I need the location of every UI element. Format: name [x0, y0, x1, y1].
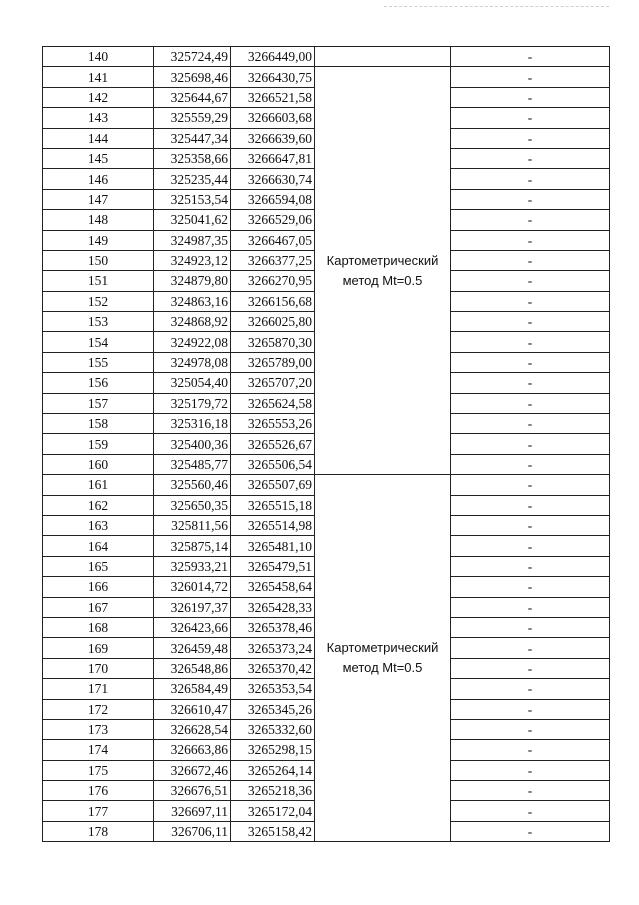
note-cell: - [451, 617, 610, 637]
note-cell: - [451, 454, 610, 474]
y-coordinate-cell: 3265158,42 [231, 821, 315, 841]
note-cell: - [451, 47, 610, 67]
note-cell: - [451, 250, 610, 270]
coordinates-table-body [43, 47, 610, 842]
method-cell [315, 47, 451, 67]
note-cell: - [451, 638, 610, 658]
table-row [43, 47, 610, 67]
point-number-cell: 161 [43, 475, 154, 495]
x-coordinate-cell: 326548,86 [154, 658, 231, 678]
note-cell: - [451, 352, 610, 372]
note-cell: - [451, 210, 610, 230]
x-coordinate-cell: 326663,86 [154, 740, 231, 760]
note-cell: - [451, 373, 610, 393]
y-coordinate-cell: 3265264,14 [231, 760, 315, 780]
point-number-cell: 171 [43, 679, 154, 699]
point-number-cell: 174 [43, 740, 154, 760]
x-coordinate-cell: 325875,14 [154, 536, 231, 556]
note-cell: - [451, 658, 610, 678]
point-number-cell: 151 [43, 271, 154, 291]
note-cell: - [451, 108, 610, 128]
y-coordinate-cell: 3266630,74 [231, 169, 315, 189]
note-cell: - [451, 781, 610, 801]
y-coordinate-cell: 3266639,60 [231, 128, 315, 148]
coordinates-table [42, 46, 610, 842]
note-cell: - [451, 128, 610, 148]
point-number-cell: 157 [43, 393, 154, 413]
note-cell: - [451, 434, 610, 454]
point-number-cell: 173 [43, 719, 154, 739]
note-cell: - [451, 475, 610, 495]
point-number-cell: 147 [43, 189, 154, 209]
y-coordinate-cell: 3265506,54 [231, 454, 315, 474]
point-number-cell: 143 [43, 108, 154, 128]
y-coordinate-cell: 3265514,98 [231, 515, 315, 535]
table-row [43, 475, 610, 495]
note-cell: - [451, 87, 610, 107]
y-coordinate-cell: 3265553,26 [231, 414, 315, 434]
x-coordinate-cell: 325054,40 [154, 373, 231, 393]
note-cell: - [451, 699, 610, 719]
note-cell: - [451, 393, 610, 413]
point-number-cell: 152 [43, 291, 154, 311]
point-number-cell: 141 [43, 67, 154, 87]
note-cell: - [451, 577, 610, 597]
point-number-cell: 156 [43, 373, 154, 393]
x-coordinate-cell: 324868,92 [154, 312, 231, 332]
x-coordinate-cell: 325153,54 [154, 189, 231, 209]
point-number-cell: 169 [43, 638, 154, 658]
y-coordinate-cell: 3265481,10 [231, 536, 315, 556]
x-coordinate-cell: 326423,66 [154, 617, 231, 637]
y-coordinate-cell: 3265332,60 [231, 719, 315, 739]
x-coordinate-cell: 325724,49 [154, 47, 231, 67]
y-coordinate-cell: 3265526,67 [231, 434, 315, 454]
point-number-cell: 162 [43, 495, 154, 515]
note-cell: - [451, 169, 610, 189]
x-coordinate-cell: 326197,37 [154, 597, 231, 617]
x-coordinate-cell: 326706,11 [154, 821, 231, 841]
note-cell: - [451, 271, 610, 291]
x-coordinate-cell: 325811,56 [154, 515, 231, 535]
note-cell: - [451, 821, 610, 841]
x-coordinate-cell: 325644,67 [154, 87, 231, 107]
point-number-cell: 150 [43, 250, 154, 270]
x-coordinate-cell: 325559,29 [154, 108, 231, 128]
point-number-cell: 145 [43, 148, 154, 168]
x-coordinate-cell: 324987,35 [154, 230, 231, 250]
point-number-cell: 177 [43, 801, 154, 821]
x-coordinate-cell: 325179,72 [154, 393, 231, 413]
note-cell: - [451, 515, 610, 535]
point-number-cell: 178 [43, 821, 154, 841]
x-coordinate-cell: 325698,46 [154, 67, 231, 87]
x-coordinate-cell: 326014,72 [154, 577, 231, 597]
y-coordinate-cell: 3265789,00 [231, 352, 315, 372]
x-coordinate-cell: 324922,08 [154, 332, 231, 352]
point-number-cell: 168 [43, 617, 154, 637]
point-number-cell: 165 [43, 556, 154, 576]
point-number-cell: 164 [43, 536, 154, 556]
y-coordinate-cell: 3266377,25 [231, 250, 315, 270]
point-number-cell: 158 [43, 414, 154, 434]
y-coordinate-cell: 3265870,30 [231, 332, 315, 352]
header-remnant-line [384, 6, 609, 9]
x-coordinate-cell: 326672,46 [154, 760, 231, 780]
y-coordinate-cell: 3265507,69 [231, 475, 315, 495]
y-coordinate-cell: 3266449,00 [231, 47, 315, 67]
y-coordinate-cell: 3266521,58 [231, 87, 315, 107]
y-coordinate-cell: 3266025,80 [231, 312, 315, 332]
x-coordinate-cell: 325560,46 [154, 475, 231, 495]
y-coordinate-cell: 3266270,95 [231, 271, 315, 291]
x-coordinate-cell: 325358,66 [154, 148, 231, 168]
x-coordinate-cell: 325485,77 [154, 454, 231, 474]
x-coordinate-cell: 326459,48 [154, 638, 231, 658]
y-coordinate-cell: 3266430,75 [231, 67, 315, 87]
x-coordinate-cell: 325650,35 [154, 495, 231, 515]
y-coordinate-cell: 3265378,46 [231, 617, 315, 637]
x-coordinate-cell: 326697,11 [154, 801, 231, 821]
y-coordinate-cell: 3265624,58 [231, 393, 315, 413]
x-coordinate-cell: 325316,18 [154, 414, 231, 434]
y-coordinate-cell: 3265298,15 [231, 740, 315, 760]
note-cell: - [451, 291, 610, 311]
y-coordinate-cell: 3265458,64 [231, 577, 315, 597]
point-number-cell: 142 [43, 87, 154, 107]
y-coordinate-cell: 3265707,20 [231, 373, 315, 393]
x-coordinate-cell: 324923,12 [154, 250, 231, 270]
x-coordinate-cell: 325933,21 [154, 556, 231, 576]
x-coordinate-cell: 324863,16 [154, 291, 231, 311]
y-coordinate-cell: 3266156,68 [231, 291, 315, 311]
y-coordinate-cell: 3265373,24 [231, 638, 315, 658]
x-coordinate-cell: 326584,49 [154, 679, 231, 699]
x-coordinate-cell: 325041,62 [154, 210, 231, 230]
y-coordinate-cell: 3265218,36 [231, 781, 315, 801]
point-number-cell: 170 [43, 658, 154, 678]
point-number-cell: 167 [43, 597, 154, 617]
x-coordinate-cell: 324879,80 [154, 271, 231, 291]
y-coordinate-cell: 3266529,06 [231, 210, 315, 230]
note-cell: - [451, 148, 610, 168]
point-number-cell: 175 [43, 760, 154, 780]
x-coordinate-cell: 324978,08 [154, 352, 231, 372]
y-coordinate-cell: 3265345,26 [231, 699, 315, 719]
note-cell: - [451, 189, 610, 209]
y-coordinate-cell: 3265515,18 [231, 495, 315, 515]
y-coordinate-cell: 3266594,08 [231, 189, 315, 209]
x-coordinate-cell: 325235,44 [154, 169, 231, 189]
x-coordinate-cell: 326628,54 [154, 719, 231, 739]
x-coordinate-cell: 326610,47 [154, 699, 231, 719]
point-number-cell: 153 [43, 312, 154, 332]
x-coordinate-cell: 325400,36 [154, 434, 231, 454]
x-coordinate-cell: 325447,34 [154, 128, 231, 148]
note-cell: - [451, 495, 610, 515]
point-number-cell: 172 [43, 699, 154, 719]
y-coordinate-cell: 3265428,33 [231, 597, 315, 617]
note-cell: - [451, 760, 610, 780]
y-coordinate-cell: 3265370,42 [231, 658, 315, 678]
point-number-cell: 146 [43, 169, 154, 189]
method-cell: Картометрический метод Mt=0.5 [315, 475, 451, 842]
x-coordinate-cell: 326676,51 [154, 781, 231, 801]
note-cell: - [451, 556, 610, 576]
y-coordinate-cell: 3266603,68 [231, 108, 315, 128]
point-number-cell: 155 [43, 352, 154, 372]
point-number-cell: 166 [43, 577, 154, 597]
note-cell: - [451, 67, 610, 87]
y-coordinate-cell: 3265479,51 [231, 556, 315, 576]
y-coordinate-cell: 3265353,54 [231, 679, 315, 699]
point-number-cell: 148 [43, 210, 154, 230]
note-cell: - [451, 801, 610, 821]
point-number-cell: 140 [43, 47, 154, 67]
point-number-cell: 144 [43, 128, 154, 148]
note-cell: - [451, 332, 610, 352]
note-cell: - [451, 312, 610, 332]
y-coordinate-cell: 3265172,04 [231, 801, 315, 821]
point-number-cell: 159 [43, 434, 154, 454]
point-number-cell: 149 [43, 230, 154, 250]
note-cell: - [451, 536, 610, 556]
point-number-cell: 154 [43, 332, 154, 352]
table-row [43, 67, 610, 87]
y-coordinate-cell: 3266647,81 [231, 148, 315, 168]
point-number-cell: 160 [43, 454, 154, 474]
note-cell: - [451, 719, 610, 739]
note-cell: - [451, 679, 610, 699]
note-cell: - [451, 414, 610, 434]
note-cell: - [451, 740, 610, 760]
note-cell: - [451, 230, 610, 250]
method-cell: Картометрический метод Mt=0.5 [315, 67, 451, 475]
point-number-cell: 163 [43, 515, 154, 535]
point-number-cell: 176 [43, 781, 154, 801]
note-cell: - [451, 597, 610, 617]
y-coordinate-cell: 3266467,05 [231, 230, 315, 250]
